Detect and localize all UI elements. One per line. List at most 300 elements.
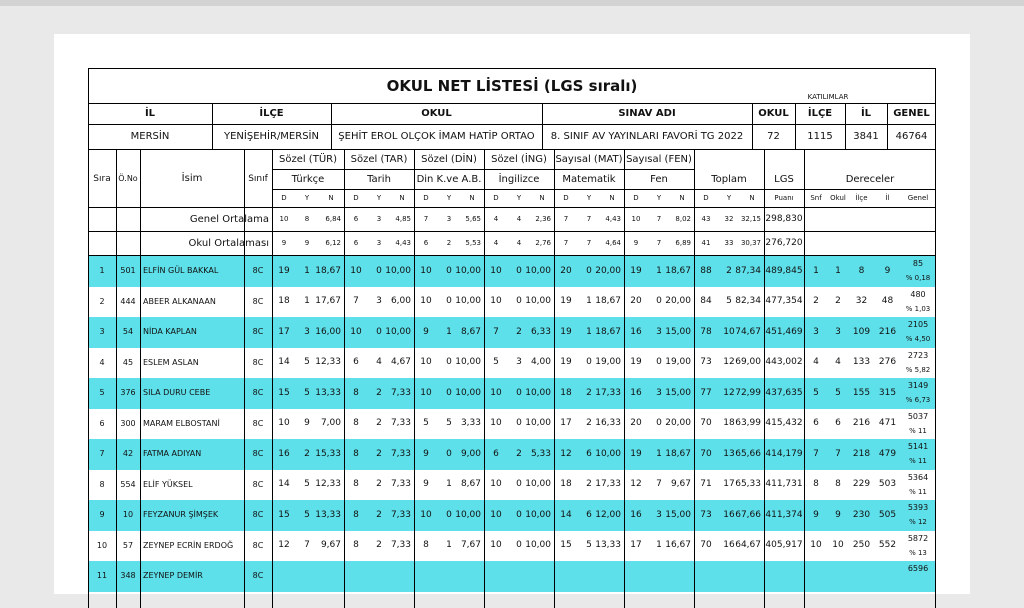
student-score: 18,67 — [665, 265, 691, 276]
section-header: Sözel (TÜR) — [278, 154, 337, 165]
average-value: 33 — [724, 239, 734, 247]
student-score: 70 — [700, 540, 712, 551]
student-score: 20 — [560, 265, 572, 276]
student-pct: % 4,50 — [905, 335, 931, 343]
student-name: ELFİN GÜL BAKKAL — [143, 266, 219, 276]
student-score: 0 — [446, 387, 452, 398]
info-okul_count: 72 — [767, 131, 780, 142]
average-label: Genel Ortalama — [189, 213, 269, 225]
student-score: 9 — [423, 326, 429, 337]
average-value: 7 — [656, 215, 662, 223]
grid-line — [845, 103, 846, 149]
dyn-header: D — [703, 193, 709, 202]
info-ilce: YENİŞEHİR/MERSİN — [224, 131, 319, 142]
student-score: 8 — [353, 509, 359, 520]
student-score — [344, 561, 368, 592]
student-no: 444 — [120, 296, 136, 306]
student-score: 7,33 — [390, 387, 411, 398]
student-ilce: 109 — [852, 326, 871, 337]
dyn-header: D — [281, 193, 287, 202]
student-ilce: 229 — [852, 479, 871, 490]
student-puan: 411,374 — [765, 509, 803, 520]
student-score: 65,33 — [735, 479, 761, 490]
average-value: 9 — [633, 239, 639, 247]
student-score — [530, 561, 554, 592]
lgs-header: LGS — [774, 174, 794, 185]
student-score: 10 — [723, 326, 735, 337]
student-score: 15 — [560, 540, 572, 551]
student-il: 48 — [881, 296, 894, 307]
header-okul: OKUL — [421, 108, 452, 119]
student-score: 16,33 — [595, 418, 621, 429]
student-score: 0 — [516, 296, 522, 307]
student-score: 7,33 — [390, 448, 411, 459]
section-header: Sayısal (MAT) — [555, 154, 623, 165]
student-score: 7,00 — [320, 418, 341, 429]
header-k_il: İL — [860, 108, 872, 119]
student-score — [554, 561, 578, 592]
student-score: 0 — [516, 479, 522, 490]
student-snf: 8 — [813, 479, 819, 490]
average-value: 32,15 — [740, 215, 761, 223]
student-score: 16 — [630, 509, 642, 520]
student-score: 2 — [376, 448, 382, 459]
student-score: 74,67 — [735, 326, 761, 337]
student-score: 2 — [516, 448, 522, 459]
student-score: 7 — [304, 540, 310, 551]
student-sira: 9 — [99, 510, 105, 520]
student-name: ZEYNEP DEMİR — [143, 571, 203, 581]
student-no: 348 — [120, 571, 136, 581]
student-il — [875, 561, 900, 592]
student-sira: 4 — [99, 357, 105, 367]
student-score: 10 — [420, 509, 432, 520]
student-score: 20,00 — [595, 265, 621, 276]
grid-line — [542, 103, 543, 149]
student-score: 9,67 — [320, 540, 341, 551]
header-il: İL — [144, 108, 156, 119]
student-score: 9 — [304, 418, 310, 429]
student-okul: 3 — [835, 326, 841, 337]
student-score: 2 — [516, 326, 522, 337]
student-genel: 85 — [912, 259, 924, 268]
student-puan: 415,432 — [765, 418, 803, 429]
student-score: 5 — [304, 357, 310, 368]
student-score: 20,00 — [665, 418, 691, 429]
student-score: 10 — [350, 265, 362, 276]
student-genel: 2105 — [907, 320, 929, 329]
student-score: 10 — [490, 296, 502, 307]
student-score: 17,33 — [595, 479, 621, 490]
average-value: 5,65 — [465, 215, 481, 223]
grid-line — [212, 103, 213, 149]
average-value: 4,85 — [395, 215, 411, 223]
student-score: 63,99 — [735, 418, 761, 429]
student-score: 1 — [446, 326, 452, 337]
student-score — [414, 561, 438, 592]
student-score: 10,00 — [525, 540, 551, 551]
student-score — [484, 561, 508, 592]
student-score — [390, 561, 414, 592]
student-no: 501 — [120, 266, 136, 276]
student-score: 10,00 — [455, 265, 481, 276]
student-score: 10 — [420, 265, 432, 276]
student-score: 8 — [353, 540, 359, 551]
header-k_okul: OKUL — [758, 108, 789, 119]
average-value: 8 — [304, 215, 310, 223]
student-il: 552 — [878, 540, 897, 551]
student-okul: 10 — [832, 540, 844, 551]
student-score: 13,33 — [595, 540, 621, 551]
student-sira: 3 — [99, 327, 105, 337]
student-score: 20,00 — [665, 296, 691, 307]
student-score: 10,00 — [525, 387, 551, 398]
student-snf: 5 — [813, 387, 819, 398]
student-score — [438, 561, 460, 592]
student-score: 3 — [656, 509, 662, 520]
student-score: 16 — [723, 509, 735, 520]
student-score: 7 — [493, 326, 499, 337]
subject-header: Fen — [650, 174, 668, 185]
subject-header: Din K.ve A.B. — [416, 174, 482, 185]
student-puan: 489,845 — [765, 265, 803, 276]
col-sinif: Sınıf — [248, 173, 268, 184]
student-genel: 480 — [910, 289, 926, 299]
student-score: 5 — [586, 540, 592, 551]
student-score: 8 — [353, 418, 359, 429]
student-score: 4,67 — [390, 357, 411, 368]
student-score: 4 — [376, 357, 382, 368]
student-score — [272, 561, 296, 592]
dyn-header: N — [609, 193, 615, 202]
average-value: 3 — [376, 239, 382, 247]
student-puan: 405,917 — [765, 540, 803, 551]
student-score: 7 — [353, 296, 359, 307]
student-score: 5 — [304, 509, 310, 520]
student-score: 0 — [446, 357, 452, 368]
info-ilce_count: 1115 — [807, 131, 833, 142]
dyn-header: Y — [446, 193, 452, 202]
student-name: MARAM ELBOSTANİ — [143, 418, 220, 428]
student-score: 8 — [353, 448, 359, 459]
info-il_count: 3841 — [853, 131, 879, 142]
student-score: 10 — [490, 479, 502, 490]
student-score: 7,33 — [390, 418, 411, 429]
student-score: 6,33 — [530, 326, 551, 337]
col-isim: İsim — [181, 173, 203, 184]
student-okul: 5 — [835, 387, 841, 398]
student-okul — [828, 561, 848, 592]
student-score: 0 — [656, 418, 662, 429]
student-score: 14 — [278, 357, 290, 368]
header-k_ilce: İLÇE — [807, 108, 833, 119]
student-score: 10 — [420, 357, 432, 368]
student-score: 2 — [376, 387, 382, 398]
student-genel: 5141 — [907, 442, 929, 451]
student-pct: % 1,03 — [905, 304, 931, 313]
student-score: 6 — [586, 509, 592, 520]
student-score: 71 — [700, 479, 712, 490]
student-score: 70 — [700, 418, 712, 429]
student-score: 19 — [630, 448, 642, 459]
average-puan: 298,830 — [765, 214, 803, 224]
dyn-header: D — [633, 193, 639, 202]
student-ilce: 216 — [852, 418, 871, 429]
student-score: 19 — [560, 326, 572, 337]
student-name: ELİF YÜKSEL — [143, 479, 193, 489]
student-score: 5 — [493, 357, 499, 368]
student-score: 0 — [656, 357, 662, 368]
student-score: 1 — [304, 265, 310, 276]
student-snf: 9 — [813, 509, 819, 520]
student-score: 14 — [278, 479, 290, 490]
average-label: Okul Ortalaması — [188, 237, 269, 249]
student-score: 8 — [353, 387, 359, 398]
student-score: 73 — [700, 357, 712, 368]
student-score: 64,67 — [735, 540, 761, 551]
student-score: 5,33 — [530, 448, 551, 459]
student-score: 10,00 — [385, 265, 411, 276]
average-value: 32 — [724, 215, 734, 223]
net-list-table — [88, 68, 936, 608]
average-value: 6,12 — [325, 239, 341, 247]
student-score: 15 — [278, 387, 290, 398]
student-score — [670, 561, 694, 592]
student-score: 1 — [446, 540, 452, 551]
doc-title: OKUL NET LİSTESİ (LGS sıralı) — [386, 76, 638, 95]
dyn-header: Y — [656, 193, 662, 202]
student-score — [600, 561, 624, 592]
student-score: 0 — [516, 540, 522, 551]
student-sinif: 8C — [252, 388, 264, 398]
average-value: 6,84 — [325, 215, 341, 223]
student-score: 7 — [656, 479, 662, 490]
student-score: 15,33 — [315, 448, 341, 459]
student-il: 505 — [878, 509, 897, 520]
student-score: 10,00 — [525, 479, 551, 490]
student-score: 13,33 — [315, 387, 341, 398]
subject-header: Tarih — [367, 174, 391, 185]
student-score: 2 — [376, 418, 382, 429]
col-sira: Sıra — [93, 173, 111, 184]
average-value: 8,02 — [675, 215, 691, 223]
student-puan: 443,002 — [765, 357, 803, 368]
dyn-header: D — [493, 193, 499, 202]
student-score: 1 — [586, 326, 592, 337]
student-score: 70 — [700, 448, 712, 459]
student-score: 7,33 — [390, 540, 411, 551]
dyn-header: N — [539, 193, 545, 202]
student-snf — [804, 561, 828, 592]
student-score: 6 — [586, 448, 592, 459]
student-name: FATMA ADIYAN — [143, 449, 202, 459]
info-okul: ŞEHİT EROL OLÇOK İMAM HATİP ORTAO — [338, 131, 535, 142]
student-score: 7,33 — [390, 479, 411, 490]
student-sira: 10 — [96, 540, 108, 550]
section-header: Sözel (DİN) — [421, 154, 477, 165]
average-value: 9 — [281, 239, 287, 247]
student-score: 1 — [656, 265, 662, 276]
student-name: ABEER ALKANAAN — [143, 296, 216, 306]
student-il: 216 — [878, 326, 897, 337]
section-header: Sözel (TAR) — [350, 154, 408, 165]
student-score: 19 — [560, 296, 572, 307]
student-no: 376 — [120, 388, 136, 398]
student-score: 78 — [700, 326, 712, 337]
student-score: 18 — [278, 296, 290, 307]
average-puan: 276,720 — [765, 238, 803, 248]
student-genel: 5872 — [907, 533, 929, 543]
student-pct: % 11 — [909, 426, 927, 435]
student-no: 300 — [120, 418, 136, 428]
student-il: 479 — [878, 448, 897, 459]
student-score: 12,00 — [595, 509, 621, 520]
student-pct: % 6,73 — [905, 396, 931, 404]
average-value: 5,53 — [465, 239, 481, 247]
student-score: 12,33 — [315, 479, 341, 490]
average-value: 43 — [701, 215, 711, 223]
student-sinif: 8C — [252, 510, 264, 520]
student-puan: 437,635 — [765, 387, 803, 398]
student-ilce: 218 — [852, 448, 871, 459]
browser-top-bar — [0, 0, 1024, 6]
student-score: 19,00 — [665, 357, 691, 368]
student-score — [296, 561, 318, 592]
student-sira: 8 — [99, 479, 105, 489]
student-score: 10,00 — [455, 296, 481, 307]
student-score: 0 — [586, 265, 592, 276]
student-score: 1 — [656, 448, 662, 459]
average-value: 7 — [423, 215, 429, 223]
average-value: 3 — [446, 215, 452, 223]
dyn-header: N — [399, 193, 405, 202]
student-score: 5 — [423, 418, 429, 429]
dyn-header: D — [563, 193, 569, 202]
average-value: 7 — [563, 239, 569, 247]
dyn-header: N — [469, 193, 475, 202]
student-score: 18,67 — [315, 265, 341, 276]
student-score — [648, 561, 670, 592]
student-sinif: 8C — [252, 540, 264, 550]
student-no: 54 — [122, 327, 134, 337]
student-score: 9,67 — [670, 479, 691, 490]
student-snf: 6 — [813, 418, 819, 429]
header-ilce: İLÇE — [259, 108, 284, 119]
student-score: 10 — [278, 418, 290, 429]
student-score — [740, 561, 764, 592]
student-name: ZEYNEP ECRİN ERDOĞ — [143, 540, 234, 550]
student-score: 2 — [726, 265, 732, 276]
student-score: 16 — [630, 326, 642, 337]
student-snf: 10 — [810, 540, 822, 551]
degree-header: Snf — [810, 193, 822, 202]
student-score: 73 — [700, 509, 712, 520]
student-snf: 2 — [813, 296, 819, 307]
average-value: 4 — [516, 239, 522, 247]
student-score: 14 — [560, 509, 572, 520]
student-no: 45 — [122, 357, 134, 367]
student-score: 3 — [656, 326, 662, 337]
student-score: 12 — [630, 479, 642, 490]
student-sinif: 8C — [252, 571, 264, 581]
student-puan: 477,354 — [765, 296, 803, 307]
student-score: 9,00 — [460, 448, 481, 459]
degree-header: Genel — [907, 193, 929, 202]
average-value: 6 — [353, 215, 359, 223]
dyn-header: Y — [304, 193, 310, 202]
student-score: 0 — [376, 265, 382, 276]
student-score: 5 — [446, 418, 452, 429]
student-score: 6,00 — [390, 296, 411, 307]
degree-header: İlçe — [855, 193, 868, 202]
student-score: 2 — [586, 479, 592, 490]
student-score: 19 — [630, 265, 642, 276]
student-ilce: 155 — [852, 387, 871, 398]
student-score: 10,00 — [525, 296, 551, 307]
student-score: 18,67 — [595, 326, 621, 337]
dereceler-header: Dereceler — [845, 174, 895, 185]
average-value: 2,76 — [535, 239, 551, 247]
student-score: 15,00 — [665, 509, 691, 520]
average-value: 10 — [279, 215, 289, 223]
student-score: 8 — [423, 540, 429, 551]
subject-header: Matematik — [562, 174, 616, 185]
student-score: 5 — [304, 387, 310, 398]
average-value: 6,89 — [675, 239, 691, 247]
student-sinif: 8C — [252, 357, 264, 367]
student-ilce: 32 — [855, 296, 868, 307]
student-score: 17 — [630, 540, 642, 551]
student-score: 8,67 — [460, 326, 481, 337]
student-score: 5 — [726, 296, 732, 307]
student-sinif: 8C — [252, 479, 264, 489]
student-sira: 6 — [99, 418, 105, 428]
student-okul: 6 — [835, 418, 841, 429]
student-ilce: 133 — [852, 357, 871, 368]
student-sinif: 8C — [252, 418, 264, 428]
student-score: 0 — [516, 418, 522, 429]
student-score: 17,33 — [595, 387, 621, 398]
student-score: 67,66 — [735, 509, 761, 520]
student-score: 2 — [304, 448, 310, 459]
student-genel: 5393 — [907, 503, 929, 512]
student-score: 65,66 — [735, 448, 761, 459]
header-sinav: SINAV ADI — [618, 108, 676, 119]
student-ilce: 8 — [858, 265, 865, 276]
student-score: 15,00 — [665, 387, 691, 398]
student-score: 82,34 — [735, 296, 761, 307]
student-score: 16 — [723, 540, 735, 551]
student-score: 0 — [446, 265, 452, 276]
average-value: 4,43 — [395, 239, 411, 247]
student-score: 0 — [516, 509, 522, 520]
student-score: 19 — [560, 357, 572, 368]
student-okul: 4 — [835, 357, 841, 368]
average-value: 4 — [516, 215, 522, 223]
student-score: 2 — [376, 509, 382, 520]
dyn-header: Y — [586, 193, 592, 202]
average-value: 6 — [353, 239, 359, 247]
average-value: 41 — [701, 239, 711, 247]
student-puan: 411,731 — [765, 479, 803, 490]
puani-header: Puanı — [774, 193, 794, 202]
student-score: 5 — [304, 479, 310, 490]
student-score: 6 — [353, 357, 359, 368]
student-score: 10,00 — [455, 509, 481, 520]
student-score: 15 — [278, 509, 290, 520]
student-score — [624, 561, 648, 592]
grid-line — [752, 103, 753, 149]
